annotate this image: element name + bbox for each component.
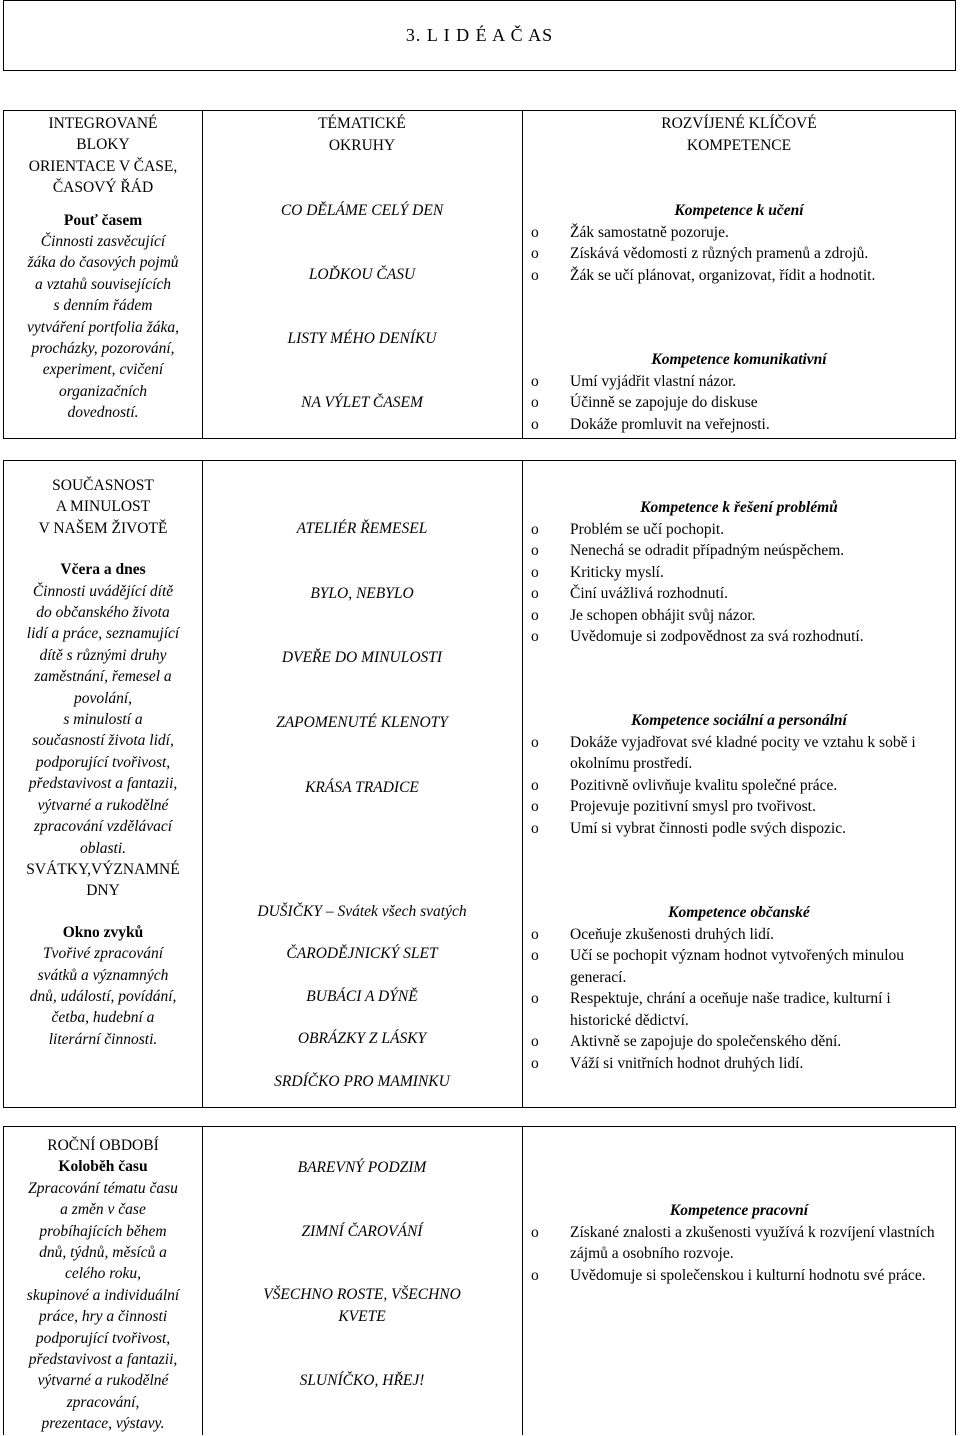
list-item: o Činí uvážlivá rozhodnutí. [523,583,955,605]
topic-item: ČARODĚJNICKÝ SLET [286,945,438,962]
topic-item: DVEŘE DO MINULOSTI [281,649,443,666]
column-heading: INTEGROVANÉ BLOKY [48,115,158,154]
topic-item: OBRÁZKY Z LÁSKY [297,1030,427,1047]
list-item: o Účinně se zapojuje do diskuse [523,392,955,414]
competence-communication [523,349,955,435]
competence-list [523,371,955,436]
competence-title: Kompetence sociální a personální [631,712,847,729]
topic-item: LISTY MÉHO DENÍKU [287,330,437,347]
topic-item: ATELIÉR ŘEMESEL [296,520,428,537]
block-description: Činnosti uvádějící dítě do občanského života lidí a práce, seznamující dítě s různými druhy zaměstnání, řemesel a povolání, s minulostí a současností života lidí, podporující tvořivost, představivost a fantazii, výtvarné a rukodělné zpracování vzdělávací oblasti. [26,582,180,857]
topic-item: CO DĚLÁME CELÝ DEN [280,202,444,219]
list-item: o Nenechá se odradit případným neúspěchem. [523,540,955,562]
block-heading: SOUČASNOST A MINULOST V NAŠEM ŽIVOTĚ [38,477,168,537]
column-heading: ROZVÍJENÉ KLÍČOVÉ KOMPETENCE [661,115,817,154]
topic-item: BAREVNÝ PODZIM [297,1159,427,1176]
list-item: o Váží si vnitřních hodnot druhých lidí. [523,1053,925,1075]
list-item: o Dokáže promluvit na veřejnosti. [523,414,955,436]
block-title: Okno zvyků [62,923,144,941]
block-title: Pouť časem [63,211,143,229]
integrated-blocks-column [4,475,202,1050]
list-item: o Získané znalosti a zkušenosti využívá k rozvíjení vlastních zájmů a osobního rozvoje. [523,1222,945,1265]
list-item: o Umí si vybrat činnosti podle svých dispozic. [523,818,925,840]
topic-item: SLUNÍČKO, HŘEJ! [299,1372,425,1389]
list-item: o Uvědomuje si zodpovědnost za svá rozhodnutí. [523,626,955,648]
list-item: o Problém se učí pochopit. [523,519,955,541]
competence-list [523,924,955,1075]
section-present-and-past [3,460,956,1108]
list-item: o Respektuje, chrání a oceňuje naše tradice, kulturní i historické dědictví. [523,988,925,1031]
competence-problem-solving [523,497,955,648]
list-item: o Pozitivně ovlivňuje kvalitu společné práce. [523,775,925,797]
block-title: Včera a dnes [60,561,146,579]
topic-item: BUBÁCI A DÝNĚ [306,988,418,1005]
list-item: o Kriticky myslí. [523,562,955,584]
integrated-blocks-column [4,113,202,424]
topic-item: DUŠIČKY – Svátek všech svatých [257,903,467,920]
list-item: o Projevuje pozitivní smysl pro tvořivost. [523,796,925,818]
block-title: Koloběh času [58,1158,148,1176]
list-item: o Žák se učí plánovat, organizovat, řídit a hodnotit. [523,265,955,287]
list-item: o Uvědomuje si společenskou i kulturní hodnotu své práce. [523,1265,945,1287]
block-description: Zpracování tématu času a změn v čase probíhajících během dnů, týdnů, měsíců a celého roku, skupinové a individuální práce, hry a činnosti podporující tvořivost, představivost a fantazii, výtvarné a rukodělné zpracování, prezentace, výstavy. [26,1179,180,1433]
competence-list [523,732,955,840]
competence-social-personal [523,710,955,839]
competence-title: Kompetence komunikativní [651,351,827,368]
topic-item: LOĎKOU ČASU [308,266,416,283]
list-item: o Umí vyjádřit vlastní názor. [523,371,955,393]
competence-title: Kompetence občanské [668,904,810,921]
block-heading: SVÁTKY,VÝZNAMNÉ DNY [26,860,180,900]
competence-title: Kompetence k učení [674,202,804,219]
topics-column [202,461,522,1107]
competence-list [523,222,955,287]
competence-work [523,1200,955,1286]
integrated-blocks-column [4,1135,202,1435]
block-description: Tvořivé zpracování svátků a významných dnů, událostí, povídání, četba, hudební a literární činnosti. [29,945,177,1048]
block-description: Činnosti zasvěcující žáka do časových pojmů a vztahů souvisejících s denním řádem vytváření portfolia žáka, procházky, pozorování, experiment, cvičení organizačních dovedností. [27,233,179,422]
list-item: o Žák samostatně pozoruje. [523,222,955,244]
topics-column [202,111,522,438]
block-subheading: ORIENTACE V ČASE, ČASOVÝ ŘÁD [28,157,178,197]
competences-column [523,1127,955,1435]
competence-learning [523,200,955,286]
section-seasons [3,1126,956,1435]
topic-item: ZAPOMENUTÉ KLENOTY [276,714,448,731]
list-item: o Je schopen obhájit svůj názor. [523,605,955,627]
topics-column [202,1127,522,1435]
competence-title: Kompetence pracovní [669,1202,809,1219]
section-time-orientation [3,110,956,439]
topic-item: VŠECHNO ROSTE, VŠECHNO KVETE [263,1286,461,1325]
competences-column [523,111,955,438]
list-item: o Aktivně se zapojuje do společenského dění. [523,1031,925,1053]
list-item: o Získává vědomosti z různých pramenů a zdrojů. [523,243,955,265]
topic-item: NA VÝLET ČASEM [301,394,423,411]
column-heading: TÉMATICKÉ OKRUHY [318,115,406,154]
competence-civic [523,902,955,1074]
competence-list [523,519,955,648]
list-item: o Učí se pochopit význam hodnot vytvořených minulou generací. [523,945,925,988]
topic-item: KRÁSA TRADICE [305,779,419,796]
block-heading: ROČNÍ OBDOBÍ [47,1137,159,1154]
competences-column [523,461,955,1107]
list-item: o Oceňuje zkušenosti druhých lidí. [523,924,925,946]
competence-list [523,1222,955,1287]
topic-item: SRDÍČKO PRO MAMINKU [274,1073,450,1090]
list-item: o Dokáže vyjadřovat své kladné pocity ve vztahu k sobě i okolnímu prostředí. [523,732,925,775]
page-title: 3. L I D É A Č AS [3,0,956,71]
topic-item: ZIMNÍ ČAROVÁNÍ [301,1223,423,1240]
competence-title: Kompetence k řešení problémů [640,499,838,516]
topic-item: BYLO, NEBYLO [310,585,414,602]
